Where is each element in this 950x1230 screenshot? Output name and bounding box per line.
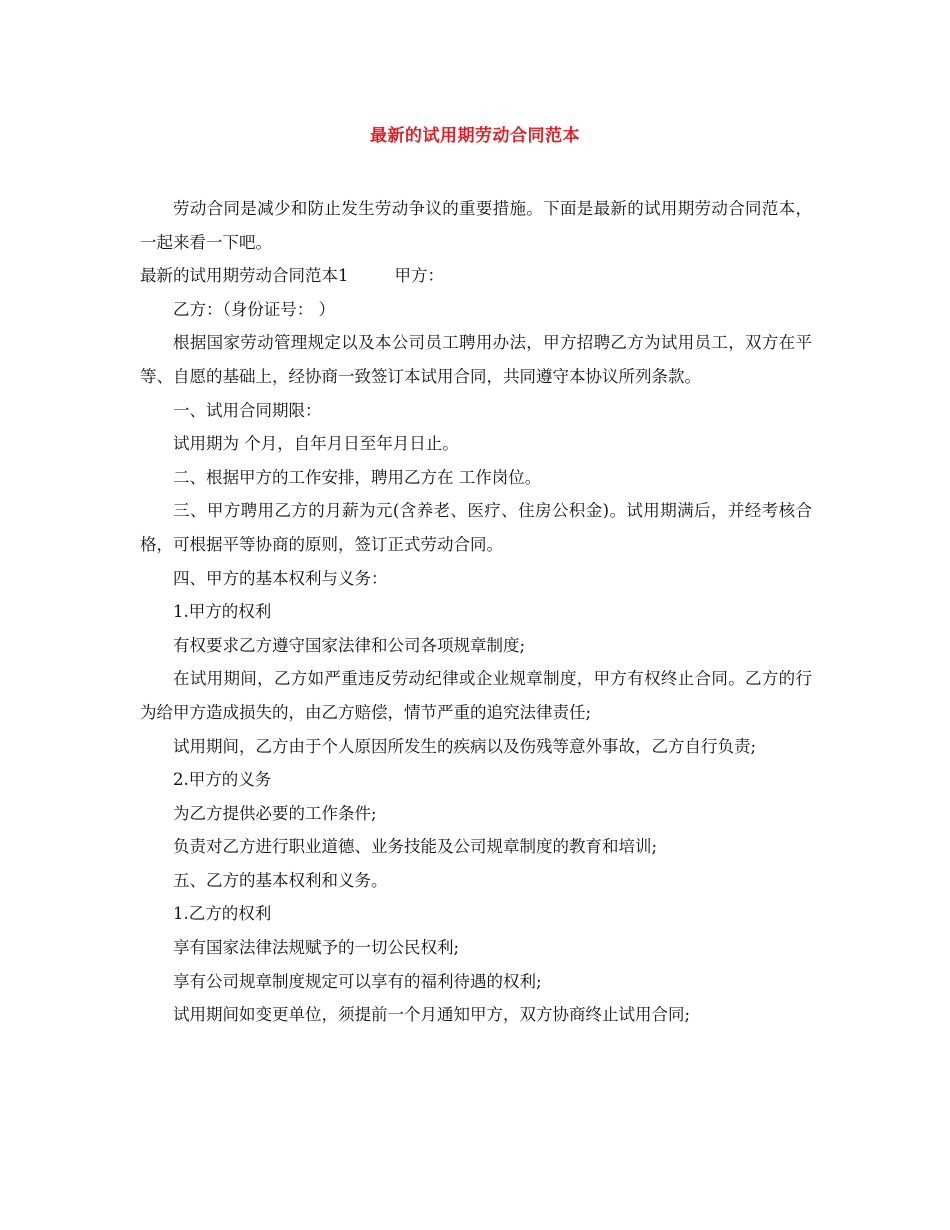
- section-4-2-item-1: 为乙方提供必要的工作条件;: [173, 803, 377, 823]
- section-2-paragraph: 二、根据甲方的工作安排，聘用乙方在 工作岗位。: [173, 467, 542, 487]
- document-title: 最新的试用期劳动合同范本: [370, 126, 580, 146]
- party-b-line: 乙方：（身份证号： ）: [173, 299, 335, 319]
- section-4-1-item-2: 在试用期间，乙方如严重违反劳动纪律或企业规章制度，甲方有权终止合同。乙方的行为给甲方造成损失的，由乙方赔偿，情节严重的追究法律责任;: [140, 669, 812, 722]
- section-5-1-heading: 1.乙方的权利: [173, 904, 272, 924]
- section-1-text: 试用期为 个月，自年月日至年月日止。: [173, 434, 459, 454]
- document-body: [140, 192, 812, 1032]
- section-5-heading: 五、乙方的基本权利和义务。: [173, 870, 388, 890]
- section-4-1-item-1: 有权要求乙方遵守国家法律和公司各项规章制度;: [173, 635, 526, 655]
- section-3-paragraph: 三、甲方聘用乙方的月薪为元(含养老、医疗、住房公积金)。试用期满后，并经考核合格，可根据平等协商的原则，签订正式劳动合同。: [140, 501, 812, 554]
- preamble-paragraph: 根据国家劳动管理规定以及本公司员工聘用办法，甲方招聘乙方为试用员工，双方在平等、自愿的基础上，经协商一致签订本试用合同，共同遵守本协议所列条款。: [140, 333, 812, 386]
- section-4-2-item-2: 负责对乙方进行职业道德、业务技能及公司规章制度的教育和培训;: [173, 837, 658, 857]
- section-5-1-item-1: 享有国家法律法规赋予的一切公民权利;: [173, 938, 460, 958]
- section-5-1-item-3: 试用期间如变更单位，须提前一个月通知甲方，双方协商终止试用合同;: [173, 1005, 691, 1025]
- intro-paragraph: 劳动合同是减少和防止发生劳动争议的重要措施。下面是最新的试用期劳动合同范本，一起来看一下吧。: [140, 199, 812, 252]
- section-5-1-item-2: 享有公司规章制度规定可以享有的福利待遇的权利;: [173, 971, 542, 991]
- section-4-1-heading: 1.甲方的权利: [173, 602, 272, 622]
- sample-heading: 最新的试用期劳动合同范本1: [140, 266, 349, 286]
- party-a-label: 甲方：: [394, 266, 444, 286]
- sample-heading-line: [140, 259, 812, 293]
- section-4-1-item-3: 试用期间，乙方由于个人原因所发生的疾病以及伤残等意外事故，乙方自行负责;: [173, 736, 757, 756]
- section-4-2-heading: 2.甲方的义务: [173, 770, 272, 790]
- section-4-heading: 四、甲方的基本权利与义务：: [173, 568, 388, 588]
- section-1-heading: 一、试用合同期限：: [173, 400, 322, 420]
